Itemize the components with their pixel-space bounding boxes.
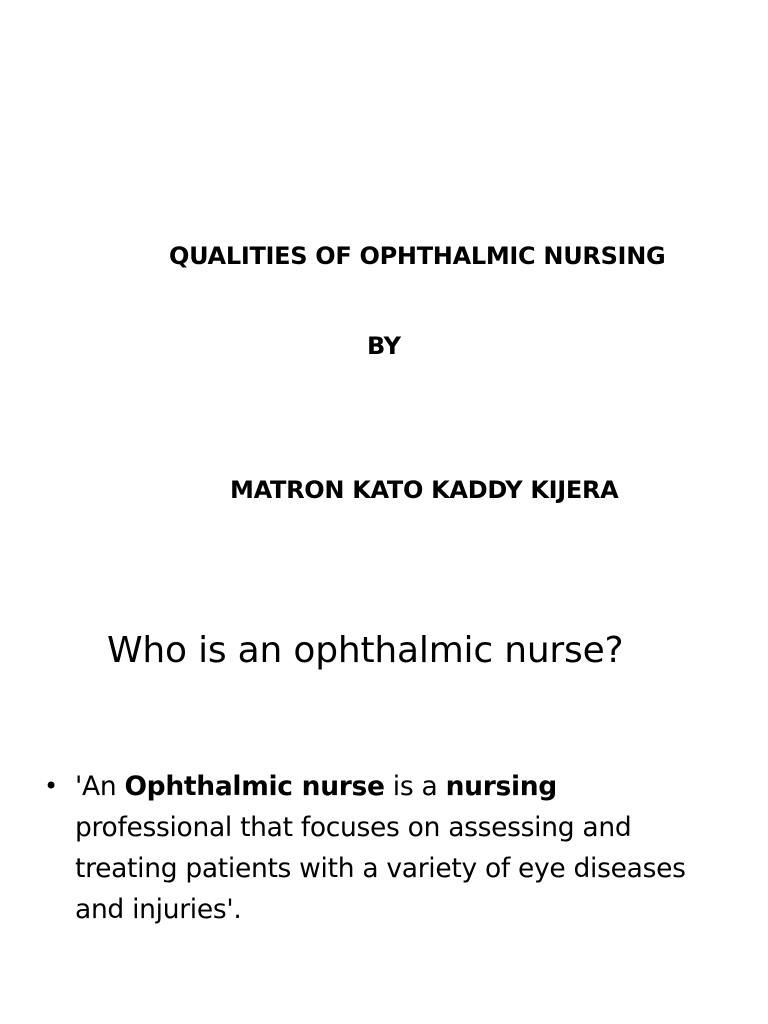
- bullet-line-2: professional that focuses on assessing and: [75, 812, 632, 843]
- content-slide: [0, 576, 768, 1024]
- by-label: BY: [367, 332, 401, 360]
- bullet-prefix: 'An: [75, 771, 125, 802]
- bullet-line-3: treating patients with a variety of eye diseases: [75, 853, 686, 884]
- bullet-term-nursing: nursing: [445, 771, 557, 802]
- bullet-line-4: and injuries'.: [75, 894, 242, 925]
- bullet-line-1: [75, 771, 557, 802]
- bullet-term-ophthalmic-nurse: Ophthalmic nurse: [124, 771, 385, 802]
- bullet-marker: •: [44, 772, 59, 800]
- bullet-middle: is a: [384, 771, 446, 802]
- author-name: MATRON KATO KADDY KIJERA: [230, 476, 619, 504]
- bullet-text: [75, 766, 725, 930]
- presentation-title: QUALITIES OF OPHTHALMIC NURSING: [169, 242, 666, 270]
- slide-heading: Who is an ophthalmic nurse?: [107, 630, 624, 671]
